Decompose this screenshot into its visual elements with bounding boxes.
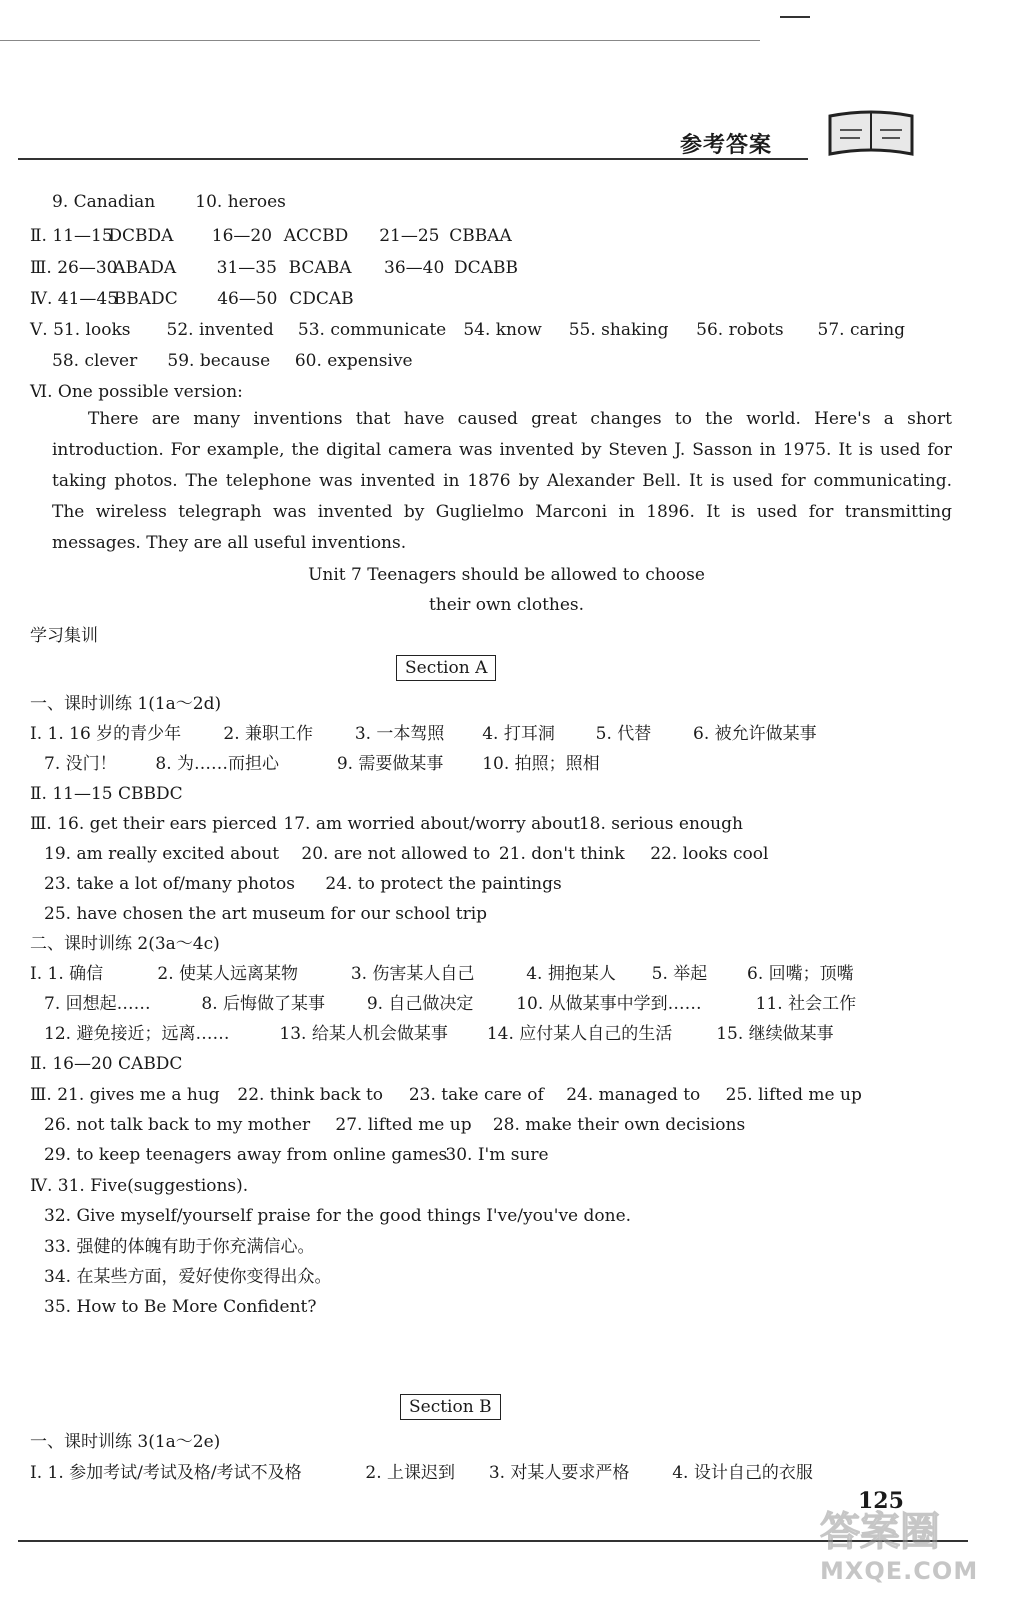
section-a-box — [396, 655, 496, 681]
ct1-III-row1: Ⅲ. 16. get their ears pierced 17. am worried about/worry about 18. serious enough — [30, 814, 743, 834]
ct1-III-row3: 23. take a lot of/many photos 24. to protect the paintings — [44, 874, 562, 894]
ct3-I-row1: Ⅰ. 1. 参加考试/考试及格/考试不及格 2. 上课迟到 3. 对某人要求严格 4. 设计自己的衣服 — [30, 1463, 813, 1483]
ct2-IV-33: 33. 强健的体魄有助于你充满信心。 — [44, 1237, 315, 1257]
section-IV-answers: Ⅳ. 41—45BBADC 46—50 CDCAB — [30, 289, 354, 309]
page-number: 125 — [858, 1488, 904, 1514]
section-V-row2: 58. clever 59. because 60. expensive — [52, 351, 413, 371]
section-V-row1: Ⅴ. 51. looks 52. invented 53. communicate 54. know 55. shaking 56. robots 57. caring — [30, 320, 906, 340]
ct2-IV-32: 32. Give myself/yourself praise for the good things I've/you've done. — [44, 1206, 632, 1226]
ct1-I-row1: Ⅰ. 1. 16 岁的青少年 2. 兼职工作 3. 一本驾照 4. 打耳洞 5. 代替 6. 被允许做某事 — [30, 724, 817, 744]
ct2-III-row1: Ⅲ. 21. gives me a hug 22. think back to 23. take care of 24. managed to 25. lifted me up — [30, 1085, 862, 1105]
section-II-answers: Ⅱ. 11—15DCBDA 16—20 ACCBD 21—25 CBBAA — [30, 226, 512, 246]
ct1-III-row4: 25. have chosen the art museum for our school trip — [44, 904, 488, 924]
top-edge-line — [0, 40, 760, 41]
ct2-III-row2: 26. not talk back to my mother 27. lifted me up 28. make their own decisions — [44, 1115, 746, 1135]
unit-title-line2: their own clothes. — [428, 595, 585, 615]
section-VI-label: Ⅵ. One possible version: — [30, 382, 243, 402]
section-III-answers: Ⅲ. 26—30ABADA 31—35 BCABA 36—40 DCABB — [30, 258, 518, 278]
top-edge-mark — [780, 16, 810, 18]
ct1-II: Ⅱ. 11—15 CBBDC — [30, 784, 183, 804]
unit-title-line1: Unit 7 Teenagers should be allowed to choose — [308, 565, 705, 585]
ct2-IV-35: 35. How to Be More Confident? — [44, 1297, 317, 1317]
ct2-IV-34: 34. 在某些方面，爱好使你变得出众。 — [44, 1267, 332, 1287]
sample-essay: There are many inventions that have caused great changes to the world. Here's a short introduction. For example, the digital camera was invented by Steven J. Sasson in 1975. It is used for taking photos. The telephone was invented in 1876 by Alexander Bell. It is used for communicating. The wireless telegraph was invented by Guglielmo Marconi in 1896. It is used for transmitting messages. They are all useful inventions. — [52, 409, 952, 553]
watermark-text: 答案圈 — [820, 1509, 940, 1555]
ct1-III-row2: 19. am really excited about 20. are not allowed to 21. don't think 22. looks cool — [44, 844, 769, 864]
watermark-logo — [820, 1500, 1000, 1595]
ct1-heading: 一、课时训练 1(1a～2d) — [30, 694, 222, 714]
ct2-I-row2: 7. 回想起…… 8. 后悔做了某事 9. 自己做决定 10. 从做某事中学到…… 11. 社会工作 — [44, 994, 857, 1014]
ct2-I-row3: 12. 避免接近；远离…… 13. 给某人机会做某事 14. 应付某人自己的生活 15. 继续做某事 — [44, 1024, 834, 1044]
ct1-I-row2: 7. 没门！ 8. 为……而担心 9. 需要做某事 10. 拍照；照相 — [44, 754, 600, 774]
answer-line: 9. Canadian 10. heroes — [52, 192, 286, 212]
header-book-icon — [826, 108, 916, 158]
header-title: 参考答案 — [680, 132, 773, 158]
ct2-III-row3: 29. to keep teenagers away from online games 30. I'm sure — [44, 1145, 549, 1165]
ct2-II: Ⅱ. 16—20 CABDC — [30, 1054, 183, 1074]
ct3-heading: 一、课时训练 3(1a～2e) — [30, 1432, 221, 1452]
ct2-IV-31: Ⅳ. 31. Five(suggestions). — [30, 1176, 249, 1196]
section-a-title: Section A — [396, 655, 496, 681]
watermark-url: MXQE.COM — [820, 1557, 979, 1585]
ct2-heading: 二、课时训练 2(3a～4c) — [30, 934, 220, 954]
section-b-box — [400, 1394, 501, 1420]
section-b-title: Section B — [400, 1394, 501, 1420]
study-label: 学习集训 — [30, 626, 98, 646]
ct2-I-row1: Ⅰ. 1. 确信 2. 使某人远离某物 3. 伤害某人自己 4. 拥抱某人 5. 举起 6. 回嘴；顶嘴 — [30, 964, 854, 984]
